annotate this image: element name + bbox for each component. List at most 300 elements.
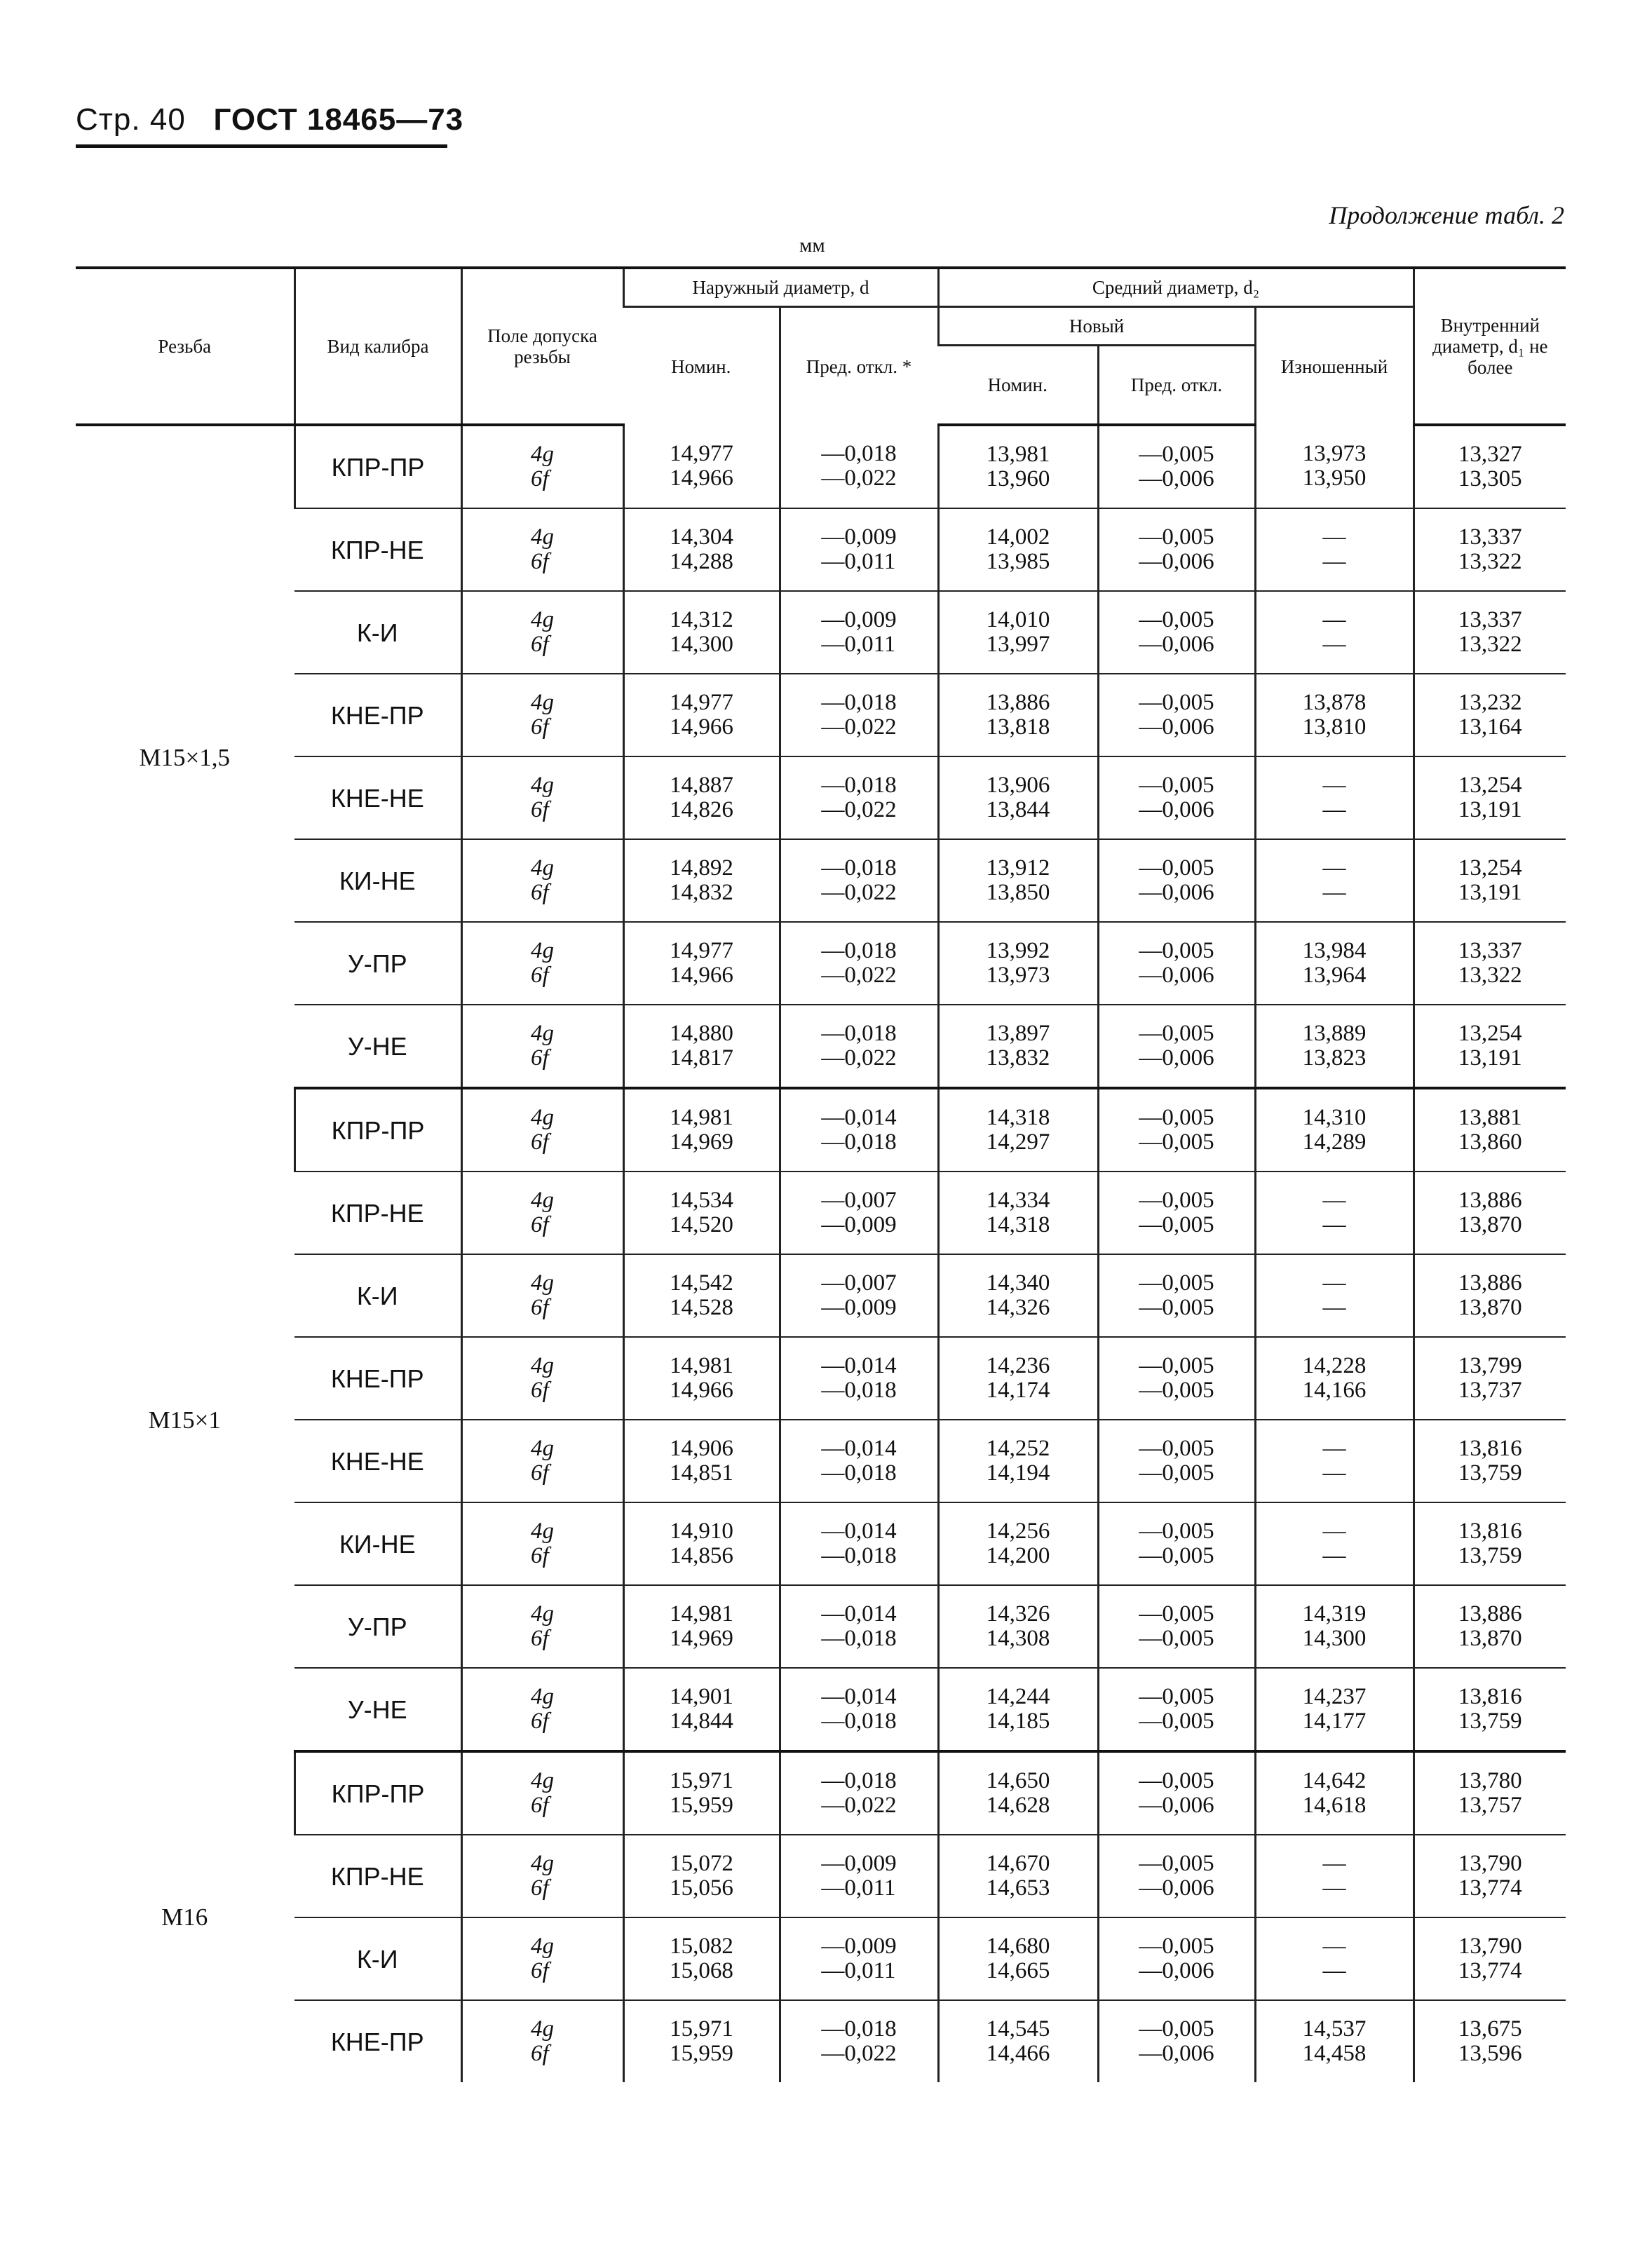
pitch-deviation-cell bbox=[1098, 1420, 1255, 1502]
value-stack bbox=[1139, 525, 1214, 574]
cell-value: 14,680 bbox=[986, 1934, 1050, 1959]
value-stack bbox=[531, 1271, 554, 1320]
value-stack bbox=[670, 525, 733, 574]
pitch-deviation-cell bbox=[1098, 1835, 1255, 1917]
value-stack bbox=[1139, 856, 1214, 905]
cell-value: 14,545 bbox=[986, 2016, 1050, 2042]
cell-value: —0,022 bbox=[821, 714, 897, 740]
cell-value: —0,005 bbox=[1139, 1378, 1214, 1403]
cell-value: 13,832 bbox=[986, 1045, 1050, 1071]
cell-value: 13,950 bbox=[1302, 466, 1367, 491]
value-stack bbox=[670, 856, 733, 905]
cell-value: —0,005 bbox=[1139, 1436, 1214, 1461]
header-outer-nominal: Номин. bbox=[671, 355, 731, 377]
cell-value: 13,759 bbox=[1458, 1460, 1522, 1486]
cell-value: —0,005 bbox=[1139, 690, 1214, 715]
cell-value: 4g bbox=[531, 607, 554, 632]
value-stack bbox=[821, 1934, 896, 1983]
cell-value: 14,300 bbox=[1302, 1626, 1367, 1651]
value-stack bbox=[987, 939, 1050, 988]
cell-value: 14,236 bbox=[986, 1353, 1050, 1378]
cell-value: —0,006 bbox=[1139, 2041, 1214, 2066]
cell-value: 13,774 bbox=[1458, 1958, 1522, 1983]
outer-nominal-cell bbox=[623, 1668, 780, 1751]
pitch-deviation-cell bbox=[1098, 1005, 1255, 1088]
cell-value: —0,022 bbox=[821, 963, 897, 988]
table-row bbox=[76, 1751, 1566, 1835]
cell-value: —0,005 bbox=[1139, 607, 1214, 632]
cell-value: 14,166 bbox=[1302, 1378, 1367, 1403]
cell-value: 14,252 bbox=[986, 1436, 1050, 1461]
cell-value: 14,177 bbox=[1302, 1709, 1367, 1734]
value-stack bbox=[1139, 773, 1214, 822]
value-stack bbox=[821, 1437, 896, 1486]
cell-value: —0,005 bbox=[1139, 2016, 1214, 2042]
value-stack bbox=[1458, 1106, 1522, 1155]
value-stack bbox=[1458, 1685, 1522, 1734]
gauge-type-cell: КНЕ-ПР bbox=[330, 2027, 424, 2056]
outer-nominal-cell bbox=[623, 756, 780, 839]
value-stack bbox=[987, 856, 1050, 905]
cell-value: 13,305 bbox=[1458, 466, 1522, 491]
value-stack bbox=[670, 1106, 733, 1155]
value-stack bbox=[531, 1685, 554, 1734]
cell-value: —0,018 bbox=[821, 855, 897, 881]
cell-value: 13,816 bbox=[1458, 1436, 1522, 1461]
gauge-type-cell: К-И bbox=[294, 1254, 461, 1337]
cell-value: 15,971 bbox=[670, 2016, 733, 2042]
cell-value: 13,878 bbox=[1302, 690, 1367, 715]
value-stack bbox=[821, 608, 896, 657]
table-row bbox=[76, 2000, 1566, 2082]
cell-value: 13,737 bbox=[1458, 1378, 1522, 1403]
value-stack bbox=[1458, 691, 1522, 740]
cell-value: 15,082 bbox=[670, 1934, 733, 1959]
cell-value: 14,194 bbox=[986, 1460, 1050, 1486]
cell-value: —0,005 bbox=[1139, 1212, 1214, 1237]
cell-value: 13,790 bbox=[1458, 1934, 1522, 1959]
cell-value: — bbox=[1322, 797, 1346, 822]
cell-value: —0,006 bbox=[1139, 549, 1214, 574]
cell-value: — bbox=[1322, 1188, 1346, 1213]
cell-value: 4g bbox=[531, 1188, 554, 1213]
cell-value: — bbox=[1322, 1295, 1346, 1320]
gauge-type-cell: КНЕ-ПР bbox=[294, 674, 461, 756]
value-stack bbox=[1323, 856, 1346, 905]
outer-nominal-cell bbox=[623, 1254, 780, 1337]
worn-cell bbox=[1255, 425, 1414, 508]
gauge-type-cell: К-И bbox=[294, 1917, 461, 2000]
cell-value: 13,964 bbox=[1302, 963, 1367, 988]
cell-value: —0,006 bbox=[1139, 1958, 1214, 1983]
cell-value: 15,068 bbox=[670, 1958, 733, 1983]
cell-value: — bbox=[1322, 1875, 1346, 1901]
value-stack bbox=[670, 939, 733, 988]
cell-value: —0,005 bbox=[1139, 1295, 1214, 1320]
header-pitch-nominal: Номин. bbox=[938, 346, 1098, 426]
value-stack bbox=[531, 1519, 554, 1568]
pitch-deviation-cell bbox=[1098, 674, 1255, 756]
cell-value: 14,832 bbox=[670, 880, 733, 905]
outer-deviation-cell bbox=[780, 508, 938, 591]
value-stack bbox=[1458, 1602, 1522, 1651]
cell-value: 14,458 bbox=[1302, 2041, 1367, 2066]
inner-diameter-cell bbox=[1414, 1420, 1566, 1502]
pitch-nominal-cell bbox=[938, 674, 1098, 756]
value-stack bbox=[1458, 1769, 1522, 1818]
value-stack bbox=[821, 1354, 896, 1403]
header-gauge-type: Вид калибра bbox=[294, 268, 461, 425]
value-stack bbox=[1303, 939, 1367, 988]
cell-value: —0,005 bbox=[1139, 1543, 1214, 1568]
cell-value: 14,817 bbox=[670, 1045, 733, 1071]
worn-cell bbox=[1255, 1917, 1414, 2000]
outer-nominal-cell bbox=[623, 2000, 780, 2082]
cell-value: 6f bbox=[531, 1543, 549, 1568]
table-header bbox=[76, 268, 1566, 425]
worn-cell bbox=[1255, 1420, 1414, 1502]
value-stack bbox=[987, 1934, 1050, 1983]
table-row bbox=[76, 508, 1566, 591]
value-stack bbox=[821, 856, 896, 905]
value-stack bbox=[987, 608, 1050, 657]
outer-nominal-cell bbox=[623, 1835, 780, 1917]
value-stack bbox=[987, 1106, 1050, 1155]
inner-diameter-cell bbox=[1414, 2000, 1566, 2082]
cell-value: —0,005 bbox=[1139, 1021, 1214, 1046]
inner-diameter-cell bbox=[1414, 1751, 1566, 1835]
cell-value: 14,977 bbox=[670, 938, 733, 963]
cell-value: 4g bbox=[531, 1436, 554, 1461]
cell-value: 14,977 bbox=[670, 441, 733, 466]
value-stack bbox=[821, 442, 896, 491]
cell-value: 13,870 bbox=[1458, 1295, 1522, 1320]
outer-nominal-cell bbox=[623, 508, 780, 591]
cell-value: —0,005 bbox=[1139, 1768, 1214, 1793]
cell-value: 6f bbox=[531, 632, 549, 657]
worn-cell bbox=[1255, 674, 1414, 756]
outer-deviation-cell bbox=[780, 1751, 938, 1835]
cell-value: 14,665 bbox=[986, 1958, 1050, 1983]
outer-deviation-cell bbox=[780, 1337, 938, 1420]
outer-deviation-cell bbox=[780, 1254, 938, 1337]
cell-value: 14,856 bbox=[670, 1543, 733, 1568]
cell-value: 13,912 bbox=[986, 855, 1050, 881]
value-stack bbox=[821, 773, 896, 822]
tolerance-field-cell bbox=[461, 591, 623, 674]
outer-deviation-cell bbox=[780, 756, 938, 839]
cell-value: 13,886 bbox=[1458, 1601, 1522, 1627]
cell-value: 13,870 bbox=[1458, 1626, 1522, 1651]
tolerance-field-cell bbox=[461, 1337, 623, 1420]
value-stack bbox=[821, 1519, 896, 1568]
cell-value: 13,984 bbox=[1302, 938, 1367, 963]
value-stack bbox=[1303, 1602, 1367, 1651]
pitch-deviation-cell bbox=[1098, 2000, 1255, 2082]
inner-diameter-cell bbox=[1414, 1254, 1566, 1337]
cell-value: 14,670 bbox=[986, 1851, 1050, 1876]
cell-value: —0,006 bbox=[1139, 880, 1214, 905]
gauge-type-cell: КПР-НЕ bbox=[294, 508, 461, 591]
cell-value: 13,675 bbox=[1458, 2016, 1522, 2042]
cell-value: 14,826 bbox=[670, 797, 733, 822]
cell-value: 4g bbox=[531, 524, 554, 550]
pitch-nominal-cell bbox=[938, 2000, 1098, 2082]
header-tolerance-field: Поле допуска резьбы bbox=[461, 268, 623, 425]
worn-cell bbox=[1255, 1254, 1414, 1337]
cell-value: — bbox=[1322, 1270, 1346, 1296]
value-stack bbox=[531, 1188, 554, 1237]
pitch-nominal-cell bbox=[938, 1917, 1098, 2000]
gauge-type-cell: КНЕ-НЕ bbox=[294, 756, 461, 839]
cell-value: 14,319 bbox=[1302, 1601, 1367, 1627]
cell-value: 6f bbox=[531, 2041, 549, 2066]
cell-value: 14,297 bbox=[986, 1129, 1050, 1155]
pitch-deviation-cell bbox=[1098, 839, 1255, 922]
cell-value: —0,005 bbox=[1139, 524, 1214, 550]
cell-value: 13,886 bbox=[986, 690, 1050, 715]
cell-value: —0,009 bbox=[821, 607, 897, 632]
value-stack bbox=[821, 939, 896, 988]
inner-diameter-cell bbox=[1414, 922, 1566, 1005]
inner-diameter-cell bbox=[1414, 1585, 1566, 1668]
outer-nominal-cell bbox=[623, 1751, 780, 1835]
value-stack bbox=[1139, 691, 1214, 740]
cell-value: 6f bbox=[531, 466, 549, 491]
cell-value: 13,327 bbox=[1458, 442, 1522, 467]
cell-value: —0,006 bbox=[1139, 1875, 1214, 1901]
value-stack bbox=[1458, 525, 1522, 574]
page-number: Стр. 40 bbox=[76, 102, 186, 137]
cell-value: 13,254 bbox=[1458, 855, 1522, 881]
pitch-deviation-cell bbox=[1098, 1585, 1255, 1668]
value-stack bbox=[821, 1188, 896, 1237]
value-stack bbox=[531, 525, 554, 574]
cell-value: — bbox=[1322, 855, 1346, 881]
value-stack bbox=[1323, 1934, 1346, 1983]
cell-value: 14,174 bbox=[986, 1378, 1050, 1403]
outer-nominal-cell bbox=[623, 1088, 780, 1172]
cell-value: — bbox=[1322, 1958, 1346, 1983]
outer-deviation-cell bbox=[780, 425, 938, 508]
gauge-type-cell: КПР-НЕ bbox=[294, 1835, 461, 1917]
pitch-deviation-cell bbox=[1098, 756, 1255, 839]
gauge-type-cell: КПР-ПР bbox=[294, 1088, 461, 1172]
cell-value: 13,816 bbox=[1458, 1684, 1522, 1709]
cell-value: 13,322 bbox=[1458, 549, 1522, 574]
cell-value: 14,966 bbox=[670, 466, 733, 491]
outer-nominal-cell bbox=[623, 1420, 780, 1502]
header-outer-diameter: Наружный диаметр, d bbox=[623, 268, 938, 307]
pitch-nominal-cell bbox=[938, 1088, 1098, 1172]
cell-value: —0,009 bbox=[821, 1295, 897, 1320]
cell-value: 14,318 bbox=[986, 1105, 1050, 1130]
value-stack bbox=[531, 773, 554, 822]
table-row bbox=[76, 839, 1566, 922]
cell-value: 13,164 bbox=[1458, 714, 1522, 740]
cell-value: 14,326 bbox=[986, 1601, 1050, 1627]
cell-value: —0,005 bbox=[1139, 1460, 1214, 1486]
value-stack bbox=[1323, 1188, 1346, 1237]
cell-value: 14,288 bbox=[670, 549, 733, 574]
pitch-deviation-cell bbox=[1098, 1751, 1255, 1835]
cell-value: —0,018 bbox=[821, 1460, 897, 1486]
value-stack bbox=[531, 1437, 554, 1486]
worn-cell bbox=[1255, 1585, 1414, 1668]
tolerance-field-cell bbox=[461, 1172, 623, 1254]
value-stack bbox=[1323, 1437, 1346, 1486]
cell-value: —0,018 bbox=[821, 1768, 897, 1793]
cell-value: 14,318 bbox=[986, 1212, 1050, 1237]
cell-value: —0,005 bbox=[1139, 773, 1214, 798]
cell-value: — bbox=[1322, 524, 1346, 550]
cell-value: 13,906 bbox=[986, 773, 1050, 798]
cell-value: —0,014 bbox=[821, 1105, 897, 1130]
inner-diameter-cell bbox=[1414, 674, 1566, 756]
value-stack bbox=[1458, 856, 1522, 905]
cell-value: 15,072 bbox=[670, 1851, 733, 1876]
table-row bbox=[76, 425, 1566, 508]
value-stack bbox=[1323, 773, 1346, 822]
cell-value: 14,466 bbox=[986, 2041, 1050, 2066]
cell-value: 14,010 bbox=[986, 607, 1050, 632]
header-new: Новый bbox=[938, 307, 1255, 346]
table-row bbox=[76, 1585, 1566, 1668]
cell-value: 14,200 bbox=[986, 1543, 1050, 1568]
value-stack bbox=[531, 2017, 554, 2066]
value-stack bbox=[987, 691, 1050, 740]
cell-value: 6f bbox=[531, 1793, 549, 1818]
value-stack bbox=[987, 1021, 1050, 1071]
cell-value: 14,618 bbox=[1302, 1793, 1367, 1818]
worn-cell bbox=[1255, 1835, 1414, 1917]
cell-value: 14,310 bbox=[1302, 1105, 1367, 1130]
cell-value: —0,018 bbox=[821, 690, 897, 715]
cell-value: 14,966 bbox=[670, 963, 733, 988]
outer-nominal-cell bbox=[623, 1337, 780, 1420]
table-row bbox=[76, 1088, 1566, 1172]
gauge-dimensions-table bbox=[76, 266, 1566, 2082]
cell-value: —0,005 bbox=[1139, 1105, 1214, 1130]
value-stack bbox=[670, 1602, 733, 1651]
cell-value: 6f bbox=[531, 549, 549, 574]
gauge-type-cell: КНЕ-ПР bbox=[294, 1337, 461, 1420]
pitch-nominal-cell bbox=[938, 1751, 1098, 1835]
value-stack bbox=[987, 525, 1050, 574]
value-stack bbox=[987, 1437, 1050, 1486]
cell-value: 13,886 bbox=[1458, 1188, 1522, 1213]
value-stack bbox=[1458, 1021, 1522, 1071]
cell-value: 14,520 bbox=[670, 1212, 733, 1237]
thread-cell: M16 bbox=[161, 1903, 208, 1931]
value-stack bbox=[987, 1354, 1050, 1403]
worn-cell bbox=[1255, 756, 1414, 839]
tolerance-field-cell bbox=[461, 1005, 623, 1088]
value-stack bbox=[1323, 1519, 1346, 1568]
pitch-nominal-cell bbox=[938, 1254, 1098, 1337]
cell-value: —0,018 bbox=[821, 1378, 897, 1403]
inner-diameter-cell bbox=[1414, 1835, 1566, 1917]
cell-value: 6f bbox=[531, 1709, 549, 1734]
table-continuation-caption: Продолжение табл. 2 bbox=[1329, 201, 1564, 229]
cell-value: 6f bbox=[531, 1626, 549, 1651]
pitch-deviation-cell bbox=[1098, 922, 1255, 1005]
header-worn: Изношенный bbox=[1255, 307, 1414, 426]
cell-value: —0,005 bbox=[1139, 1270, 1214, 1296]
cell-value: 14,237 bbox=[1302, 1684, 1367, 1709]
cell-value: 14,966 bbox=[670, 1378, 733, 1403]
cell-value: 13,973 bbox=[986, 963, 1050, 988]
value-stack bbox=[821, 1271, 896, 1320]
cell-value: 4g bbox=[531, 773, 554, 798]
cell-value: —0,007 bbox=[821, 1270, 897, 1296]
gauge-type-cell: У-ПР bbox=[294, 1585, 461, 1668]
value-stack bbox=[531, 442, 554, 491]
outer-nominal-cell bbox=[623, 1917, 780, 2000]
cell-value: 6f bbox=[531, 1295, 549, 1320]
cell-value: 13,232 bbox=[1458, 690, 1522, 715]
value-stack bbox=[1458, 1271, 1522, 1320]
cell-value: —0,018 bbox=[821, 2016, 897, 2042]
cell-value: 14,326 bbox=[986, 1295, 1050, 1320]
worn-cell bbox=[1255, 1337, 1414, 1420]
value-stack bbox=[1323, 1271, 1346, 1320]
cell-value: —0,005 bbox=[1139, 1626, 1214, 1651]
value-stack bbox=[821, 691, 896, 740]
cell-value: —0,006 bbox=[1139, 714, 1214, 740]
value-stack bbox=[821, 1769, 896, 1818]
cell-value: —0,014 bbox=[821, 1684, 897, 1709]
value-stack bbox=[1139, 1852, 1214, 1901]
cell-value: 13,757 bbox=[1458, 1793, 1522, 1818]
cell-value: 14,537 bbox=[1302, 2016, 1367, 2042]
cell-value: 14,851 bbox=[670, 1460, 733, 1486]
cell-value: 13,960 bbox=[986, 466, 1050, 491]
cell-value: 4g bbox=[531, 855, 554, 881]
value-stack bbox=[1139, 1437, 1214, 1486]
value-stack bbox=[1303, 1021, 1367, 1071]
table-row bbox=[76, 1502, 1566, 1585]
header-rule bbox=[76, 144, 447, 148]
pitch-nominal-cell bbox=[938, 839, 1098, 922]
tolerance-field-cell bbox=[461, 2000, 623, 2082]
outer-nominal-cell bbox=[623, 1172, 780, 1254]
cell-value: —0,018 bbox=[821, 1709, 897, 1734]
pitch-nominal-cell bbox=[938, 1502, 1098, 1585]
value-stack bbox=[1139, 1188, 1214, 1237]
cell-value: 4g bbox=[531, 690, 554, 715]
outer-deviation-cell bbox=[780, 1917, 938, 2000]
cell-value: —0,005 bbox=[1139, 1851, 1214, 1876]
value-stack bbox=[987, 1602, 1050, 1651]
value-stack bbox=[821, 1106, 896, 1155]
cell-value: 13,191 bbox=[1458, 1045, 1522, 1071]
cell-value: 14,534 bbox=[670, 1188, 733, 1213]
value-stack bbox=[531, 1852, 554, 1901]
cell-value: 6f bbox=[531, 1875, 549, 1901]
cell-value: 13,337 bbox=[1458, 607, 1522, 632]
value-stack bbox=[670, 1271, 733, 1320]
pitch-nominal-cell bbox=[938, 1835, 1098, 1917]
tolerance-field-cell bbox=[461, 1254, 623, 1337]
outer-deviation-cell bbox=[780, 674, 938, 756]
cell-value: — bbox=[1322, 1460, 1346, 1486]
cell-value: 14,910 bbox=[670, 1519, 733, 1544]
cell-value: 13,973 bbox=[1302, 441, 1367, 466]
cell-value: 4g bbox=[531, 938, 554, 963]
gauge-type-cell: КИ-НЕ bbox=[294, 839, 461, 922]
cell-value: — bbox=[1322, 1934, 1346, 1959]
